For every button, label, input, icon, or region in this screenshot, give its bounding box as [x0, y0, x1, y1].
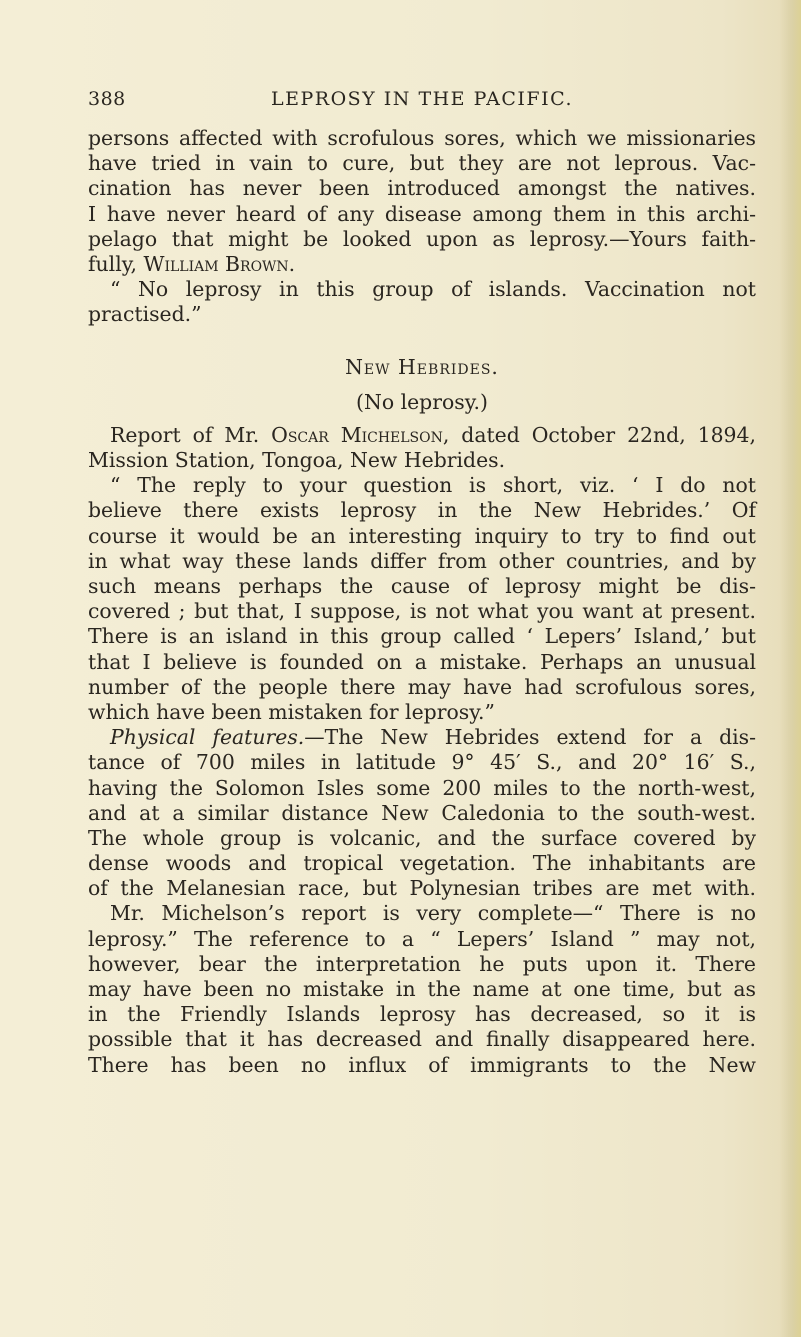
text-line: “ No leprosy in this group of islands. Vaccination not	[110, 277, 756, 302]
text-line: practised.”	[88, 302, 202, 327]
section-heading: New Hebrides.	[345, 354, 499, 379]
signoff-prefix: fully,	[88, 251, 144, 276]
physical-features-rest: —The New Hebrides extend for a dis-	[304, 725, 756, 750]
report-author-name: Oscar Michelson	[271, 422, 443, 447]
physical-features-line	[88, 725, 756, 750]
signoff-line	[88, 252, 756, 277]
report-intro-prefix: Report of Mr.	[110, 422, 272, 447]
text-line: such means perhaps the cause of leprosy might be dis-	[88, 574, 756, 598]
text-line: however, bear the interpretation he puts upon it. There	[88, 951, 756, 976]
text-line: leprosy.” The reference to a “ Lepers’ Island ” may not,	[88, 926, 756, 951]
text-line: in what way these lands differ from other countries, and by	[88, 548, 756, 573]
text-line: that I believe is founded on a mistake. Perhaps an unusual	[88, 649, 756, 674]
text-line: Mr. Michelson’s report is very complete—“ There is no	[110, 901, 756, 926]
running-title: LEPROSY IN THE PACIFIC.	[271, 88, 573, 110]
page-header	[88, 88, 756, 118]
text-line: believe there exists leprosy in the New Hebrides.’ Of	[88, 498, 756, 523]
text-line: persons affected with scrofulous sores, which we missionaries	[88, 126, 756, 150]
page-edge-shadow	[779, 0, 801, 1337]
text-line: may have been no mistake in the name at one time, but as	[88, 977, 756, 1001]
text-line: number of the people there may have had scrofulous sores,	[88, 674, 756, 699]
text-line: “ The reply to your question is short, viz. ‘ I do not	[110, 473, 756, 498]
report-intro-suffix: , dated October 22nd, 1894,	[442, 422, 756, 447]
text-line: I have never heard of any disease among them in this archi-	[88, 201, 756, 226]
text-line: and at a similar distance New Caledonia to the south-west.	[88, 800, 756, 825]
text-line: have tried in vain to cure, but they are not leprous. Vac-	[88, 151, 756, 176]
text-line: pelago that might be looked upon as leprosy.—Yours faith-	[88, 226, 756, 251]
text-line: course it would be an interesting inquiry to try to find out	[88, 523, 756, 548]
text-line: cination has never been introduced amongst the natives.	[88, 176, 756, 201]
text-line: which have been mistaken for leprosy.”	[88, 699, 495, 724]
section-subheading: (No leprosy.)	[356, 389, 488, 414]
text-line: covered ; but that, I suppose, is not what you want at present.	[88, 599, 756, 624]
text-line: dense woods and tropical vegetation. The inhabitants are	[88, 851, 756, 876]
text-line: There has been no influx of immigrants to the New	[88, 1052, 756, 1077]
text-line: The whole group is volcanic, and the surface covered by	[88, 825, 756, 850]
page-body	[88, 126, 756, 1078]
text-line: of the Melanesian race, but Polynesian tribes are met with.	[88, 876, 756, 901]
text-line: There is an island in this group called ‘ Lepers’ Island,’ but	[88, 624, 756, 649]
text-line: possible that it has decreased and finally disappeared here.	[88, 1027, 756, 1052]
report-intro-line	[88, 423, 756, 448]
page-number: 388	[88, 88, 126, 110]
physical-features-label: Physical features.	[110, 725, 305, 750]
text-line: in the Friendly Islands leprosy has decreased, so it is	[88, 1002, 756, 1027]
text-line: Mission Station, Tongoa, New Hebrides.	[88, 448, 506, 473]
text-line: tance of 700 miles in latitude 9° 45′ S., and 20° 16′ S.,	[88, 750, 756, 775]
text-line: having the Solomon Isles some 200 miles to the north-west,	[88, 775, 756, 800]
signoff-name: William Brown.	[143, 251, 296, 276]
